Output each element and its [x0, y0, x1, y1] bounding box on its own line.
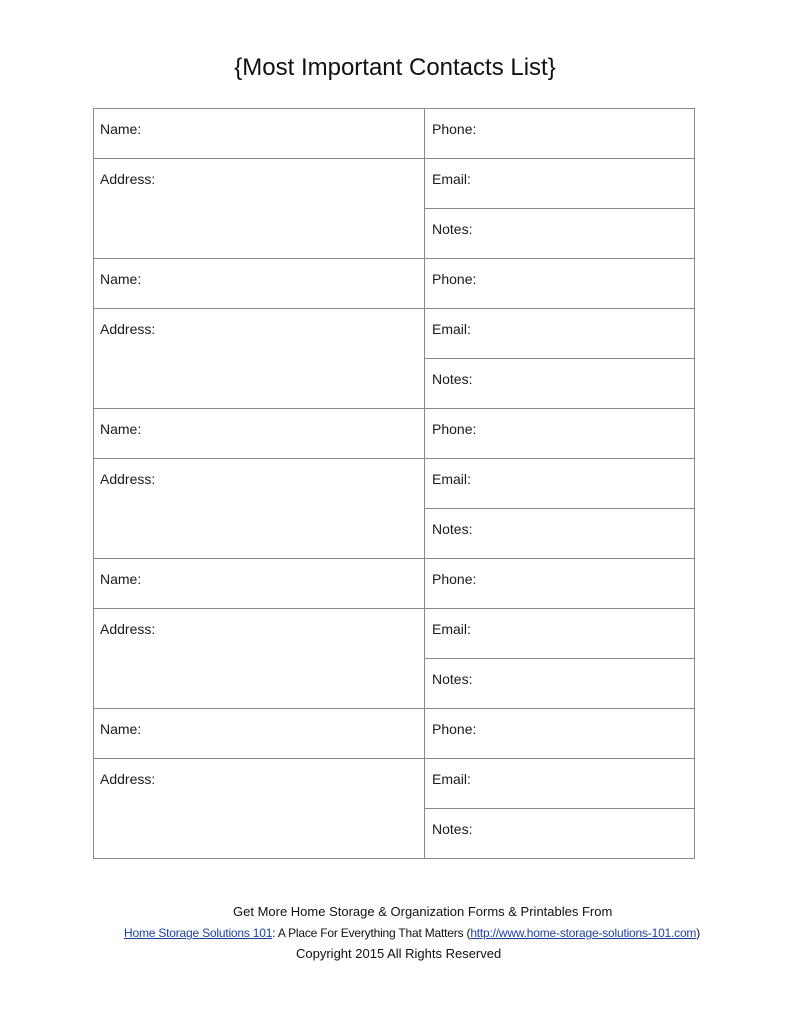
- contact-entry-3: [94, 408, 694, 558]
- notes-field[interactable]: Notes:: [432, 821, 473, 837]
- phone-field[interactable]: Phone:: [432, 421, 477, 437]
- contacts-table: [93, 108, 695, 859]
- address-field[interactable]: Address:: [94, 609, 425, 708]
- email-field[interactable]: Email:: [425, 459, 694, 509]
- email-field[interactable]: Email:: [425, 159, 694, 209]
- notes-field[interactable]: Notes:: [432, 371, 473, 387]
- notes-field[interactable]: Notes:: [432, 521, 473, 537]
- notes-field[interactable]: Notes:: [432, 671, 473, 687]
- address-field[interactable]: Address:: [94, 759, 425, 858]
- phone-field[interactable]: Phone:: [432, 571, 477, 587]
- address-field[interactable]: Address:: [94, 159, 425, 258]
- copyright-text: Copyright 2015 All Rights Reserved: [296, 946, 502, 961]
- email-field[interactable]: Email:: [425, 609, 694, 659]
- url-link[interactable]: http://www.home-storage-solutions-101.com: [470, 926, 697, 940]
- email-field[interactable]: Email:: [425, 759, 694, 809]
- contact-entry-4: [94, 558, 694, 708]
- contact-entry-1: [94, 109, 694, 258]
- email-field[interactable]: Email:: [425, 309, 694, 359]
- address-field[interactable]: Address:: [94, 309, 425, 408]
- name-field[interactable]: Name:: [94, 409, 425, 458]
- notes-field[interactable]: Notes:: [432, 221, 473, 237]
- name-field[interactable]: Name:: [94, 109, 425, 158]
- footer-url-close: ): [696, 926, 701, 940]
- name-field[interactable]: Name:: [94, 559, 425, 608]
- phone-field[interactable]: Phone:: [432, 121, 477, 137]
- contact-entry-2: [94, 258, 694, 408]
- contact-entry-5: [94, 708, 694, 858]
- phone-field[interactable]: Phone:: [432, 271, 477, 287]
- footer-promo-text: Get More Home Storage & Organization Forms & Printables From: [233, 904, 613, 919]
- site-link[interactable]: Home Storage Solutions 101: [124, 926, 273, 940]
- page-title: {Most Important Contacts List}: [234, 54, 556, 81]
- footer-tagline: : A Place For Everything That Matters (: [272, 926, 471, 940]
- address-field[interactable]: Address:: [94, 459, 425, 558]
- footer-site-line: [124, 926, 700, 940]
- phone-field[interactable]: Phone:: [432, 721, 477, 737]
- name-field[interactable]: Name:: [94, 259, 425, 308]
- name-field[interactable]: Name:: [94, 709, 425, 758]
